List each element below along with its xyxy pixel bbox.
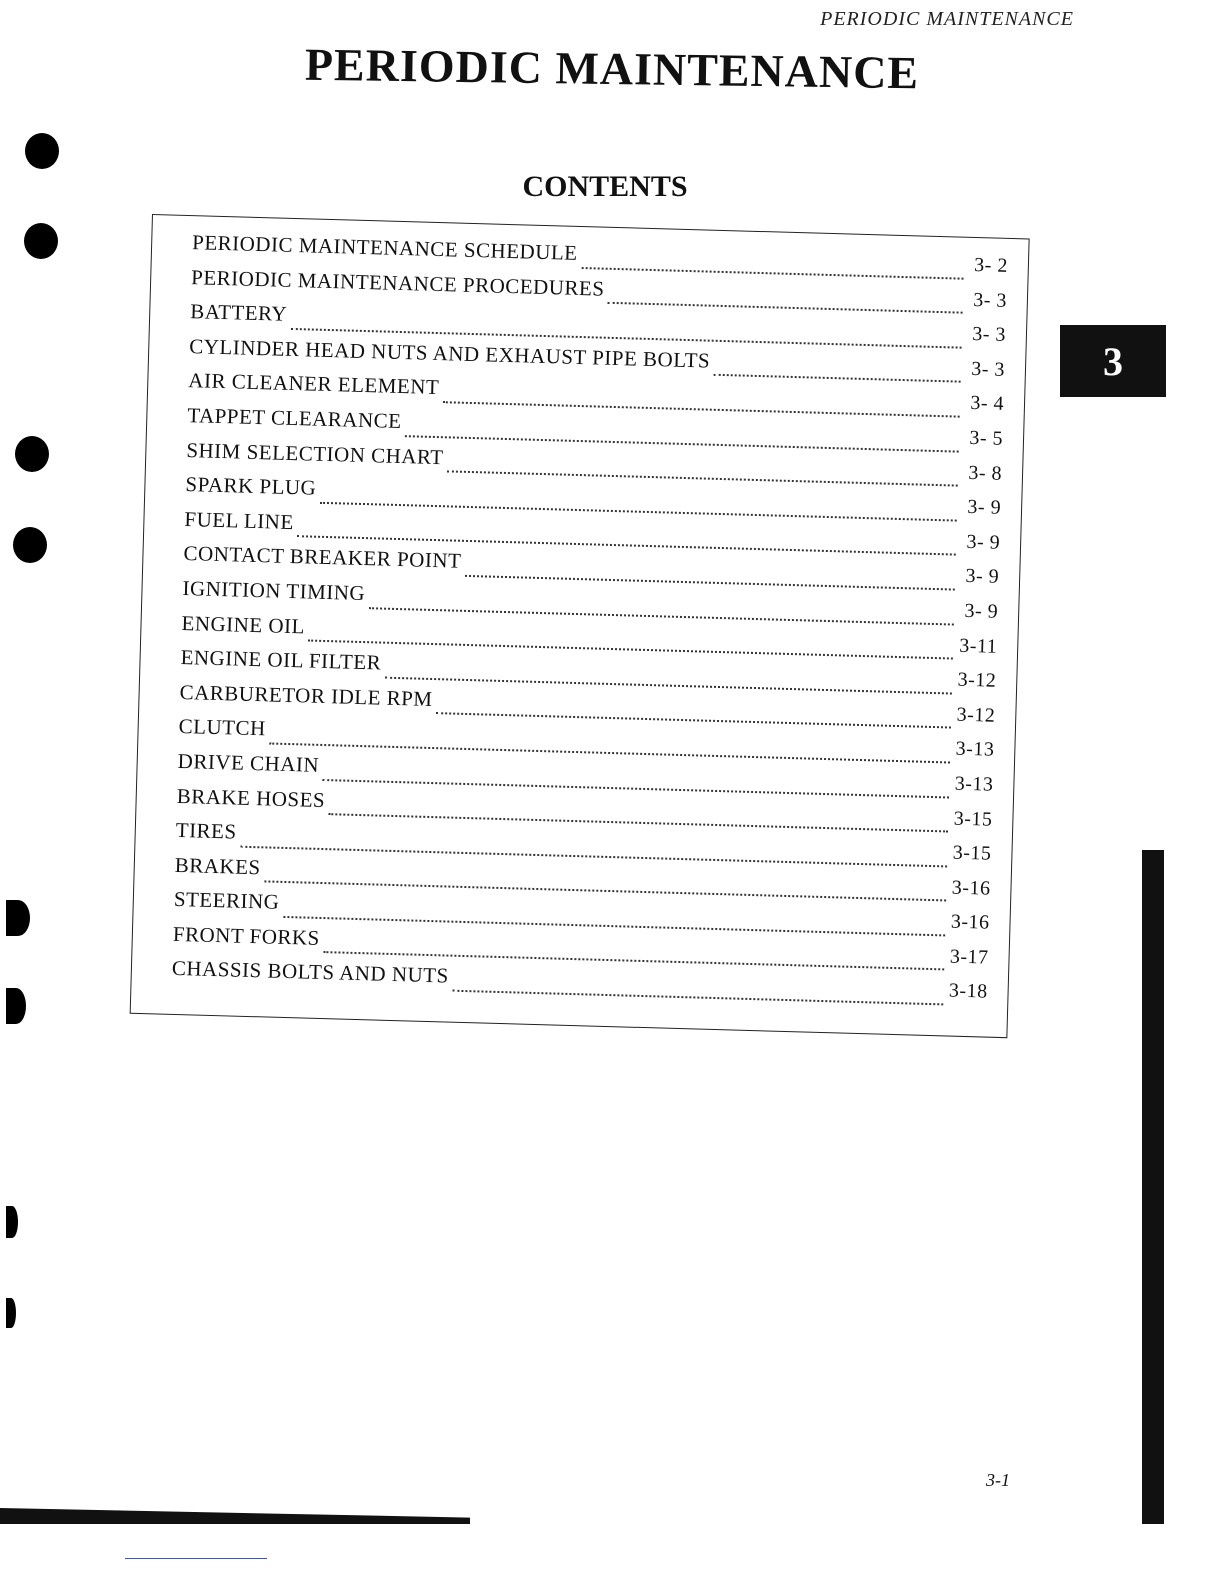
toc-entry-page: 3-11 [959,634,998,658]
toc-entry-title: STEERING [173,887,280,915]
scan-artifact-line [125,1558,267,1559]
toc-entry-title: DRIVE CHAIN [177,748,320,777]
toc-entry-title: IGNITION TIMING [182,575,366,606]
toc-entry-page: 3- 3 [971,357,1006,381]
toc-entry-title: FRONT FORKS [172,921,321,950]
toc-entry-page: 3- 9 [966,530,1001,554]
toc-entry-title: CYLINDER HEAD NUTS AND EXHAUST PIPE BOLTS [188,333,711,373]
toc-entry-title: SPARK PLUG [185,472,317,500]
page-number: 3-1 [986,1470,1010,1490]
toc-entry-title: PERIODIC MAINTENANCE SCHEDULE [191,230,578,265]
toc-entry-page: 3- 2 [973,253,1009,277]
toc-leader-dots [714,373,961,383]
page-edge-shadow [1142,850,1164,1524]
toc-entry-title: TAPPET CLEARANCE [187,403,402,434]
toc-entry-page: 3- 3 [971,323,1007,347]
toc-entry-title: CONTACT BREAKER POINT [183,541,462,574]
toc-entry-title: BRAKES [174,852,262,879]
chapter-tab: 3 [1060,325,1166,397]
table-of-contents [130,214,1030,1038]
page-edge-shadow [0,1508,470,1524]
toc-entry-page: 3-13 [954,772,994,796]
binder-hole [15,436,49,472]
toc-entry-page: 3-16 [950,910,990,934]
toc-entry-title: BRAKE HOSES [176,783,326,812]
toc-entry-title: CARBURETOR IDLE RPM [179,679,433,711]
toc-entry-title: FUEL LINE [184,506,295,534]
page-title: PERIODIC MAINTENANCE [304,38,920,99]
binder-hole [24,223,58,259]
toc-entry-title: ENGINE OIL FILTER [180,645,382,675]
toc-entry-page: 3- 9 [965,565,1000,589]
toc-entry-page: 3- 9 [964,599,999,623]
toc-entry-page: 3-15 [953,807,993,831]
toc-entry-page: 3-15 [952,841,992,865]
toc-entry-title: BATTERY [189,299,288,326]
toc-entry-title: ENGINE OIL [181,610,306,638]
toc-entry-page: 3-17 [949,945,989,969]
binder-hole [25,133,59,169]
toc-entry-title: CLUTCH [178,714,267,741]
toc-entry-title: SHIM SELECTION CHART [186,437,444,469]
binder-hole [13,527,47,563]
toc-entry-title: AIR CLEANER ELEMENT [188,368,440,400]
toc-entry-page: 3- 5 [969,426,1004,450]
toc-entry-page: 3- 9 [967,496,1002,519]
toc-entry-title: TIRES [175,818,237,844]
binder-hole [6,988,26,1024]
toc-entry-page: 3-16 [951,876,991,900]
toc-entry-page: 3- 8 [968,461,1003,485]
binder-hole [6,900,30,936]
contents-heading: CONTENTS [522,170,688,203]
toc-entry-page: 3-12 [956,703,996,727]
toc-entry-title: PERIODIC MAINTENANCE PROCEDURES [190,264,605,301]
toc-entry-page: 3-13 [955,737,995,762]
toc-entry-page: 3-12 [957,668,997,692]
binder-hole [6,1206,18,1238]
toc-entry-page: 3-18 [948,980,988,1004]
toc-entry-title: CHASSIS BOLTS AND NUTS [171,956,450,989]
toc-leader-dots [452,989,943,1006]
toc-entry-page: 3- 4 [970,392,1005,416]
running-header: PERIODIC MAINTENANCE [820,8,1074,30]
toc-entry-page: 3- 3 [972,288,1008,312]
binder-hole [6,1298,16,1328]
